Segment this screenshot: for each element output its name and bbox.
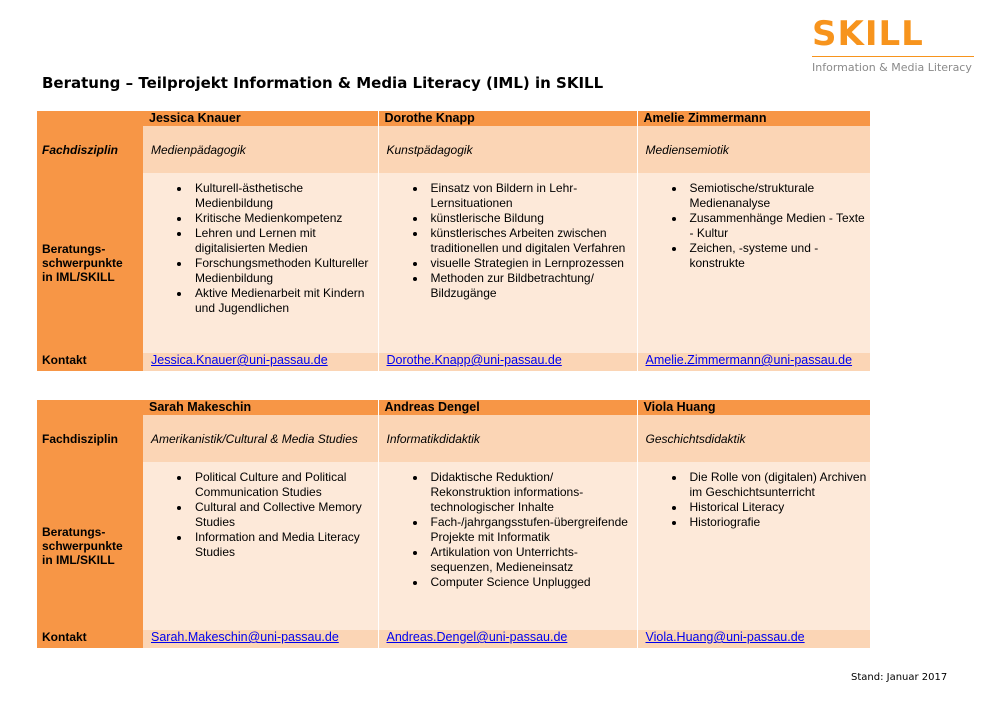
row-label-kontakt: Kontakt (37, 630, 143, 648)
page-title: Beratung – Teilprojekt Information & Media Literacy (IML) in SKILL (42, 74, 604, 92)
person-name: Amelie Zimmermann (637, 111, 870, 126)
list-item: • Historiografie (686, 515, 871, 530)
row-label-beratung (37, 462, 143, 630)
email-link[interactable]: Jessica.Knauer@uni-passau.de (151, 353, 328, 367)
discipline-cell: Informatikdidaktik (378, 415, 637, 462)
person-name: Viola Huang (637, 400, 870, 415)
table-row-discipline (37, 415, 870, 462)
list-item: • Computer Science Unplugged (427, 575, 637, 590)
row-label-fachdisziplin (37, 126, 143, 173)
skill-logo (812, 14, 974, 74)
list-item: • Didaktische Reduktion/ Rekonstruktion informations-technologischer Inhalte (427, 470, 637, 515)
person-name: Dorothe Knapp (378, 111, 637, 126)
email-link[interactable]: Amelie.Zimmermann@uni-passau.de (645, 353, 853, 367)
contact-cell (143, 630, 378, 648)
person-name: Sarah Makeschin (143, 400, 378, 415)
table-row-contact (37, 630, 870, 648)
row-label-kontakt: Kontakt (37, 353, 143, 371)
label-line: schwerpunkte (42, 256, 123, 270)
logo-subtitle: Information & Media Literacy (812, 61, 972, 74)
status-date: Stand: Januar 2017 (851, 672, 948, 683)
list-item: • Information and Media Literacy Studies (191, 530, 378, 560)
table-row-contact (37, 353, 870, 371)
advisors-table-1 (37, 111, 870, 371)
list-item: • Die Rolle von (digitalen) Archiven im Geschichtsunterricht (686, 470, 871, 500)
contact-cell (378, 353, 637, 371)
table-row-discipline (37, 126, 870, 173)
focus-cell (637, 173, 870, 353)
contact-cell (637, 353, 870, 371)
table-row-focus (37, 462, 870, 630)
contact-cell (378, 630, 637, 648)
focus-list (638, 181, 871, 271)
row-label-fachdisziplin: Fachdisziplin (37, 415, 143, 462)
email-link[interactable]: Dorothe.Knapp@uni-passau.de (386, 353, 562, 367)
focus-cell (143, 173, 378, 353)
list-item: • Methoden zur Bildbetrachtung/ Bildzugänge (427, 271, 637, 301)
person-name: Andreas Dengel (378, 400, 637, 415)
focus-cell (637, 462, 870, 630)
email-link[interactable]: Viola.Huang@uni-passau.de (645, 630, 805, 644)
logo-word: SKILL (812, 14, 924, 54)
list-item: • Kritische Medienkompetenz (191, 211, 378, 226)
label-text: Fachdisziplin (42, 142, 119, 157)
corner-cell (37, 111, 143, 126)
list-item: • Fach-/jahrgangsstufen-übergreifende Projekte mit Informatik (427, 515, 637, 545)
focus-list (379, 470, 637, 590)
discipline-cell: Amerikanistik/Cultural & Media Studies (143, 415, 378, 462)
advisors-table-2 (37, 400, 870, 648)
table-row-names (37, 111, 870, 126)
logo-divider (812, 56, 974, 57)
label-line: Beratungs- (42, 525, 106, 539)
list-item: • Forschungsmethoden Kultureller Medienbildung (191, 256, 378, 286)
list-item: • Artikulation von Unterrichts-sequenzen, Medieneinsatz (427, 545, 637, 575)
focus-cell (143, 462, 378, 630)
list-item: • künstlerische Bildung (427, 211, 637, 226)
list-item: • Kulturell-ästhetische Medienbildung (191, 181, 378, 211)
table-row-focus (37, 173, 870, 353)
list-item: • künstlerisches Arbeiten zwischen traditionellen und digitalen Verfahren (427, 226, 637, 256)
focus-cell (378, 173, 637, 353)
person-name: Jessica Knauer (143, 111, 378, 126)
list-item: • visuelle Strategien in Lernprozessen (427, 256, 637, 271)
list-item: • Zeichen, -systeme und - konstrukte (686, 241, 871, 271)
list-item: • Semiotische/strukturale Medienanalyse (686, 181, 871, 211)
focus-cell (378, 462, 637, 630)
email-link[interactable]: Andreas.Dengel@uni-passau.de (386, 630, 568, 644)
discipline-cell: Medienpädagogik (143, 126, 378, 173)
focus-list (143, 470, 378, 560)
email-link[interactable]: Sarah.Makeschin@uni-passau.de (151, 630, 339, 644)
list-item: • Zusammenhänge Medien - Texte - Kultur (686, 211, 871, 241)
list-item: • Cultural and Collective Memory Studies (191, 500, 378, 530)
label-line: in IML/SKILL (42, 270, 115, 284)
focus-list (638, 470, 871, 530)
label-line: in IML/SKILL (42, 553, 115, 567)
list-item: • Historical Literacy (686, 500, 871, 515)
row-label-beratung (37, 173, 143, 353)
discipline-cell: Geschichtsdidaktik (637, 415, 870, 462)
list-item: • Einsatz von Bildern in Lehr-Lernsituationen (427, 181, 637, 211)
discipline-cell: Mediensemiotik (637, 126, 870, 173)
focus-list (379, 181, 637, 301)
contact-cell (143, 353, 378, 371)
focus-list (143, 181, 378, 316)
list-item: • Political Culture and Political Communication Studies (191, 470, 378, 500)
table-row-names (37, 400, 870, 415)
label-line: Beratungs- (42, 242, 106, 256)
corner-cell (37, 400, 143, 415)
list-item: • Lehren und Lernen mit digitalisierten Medien (191, 226, 378, 256)
contact-cell (637, 630, 870, 648)
label-line: schwerpunkte (42, 539, 123, 553)
discipline-cell: Kunstpädagogik (378, 126, 637, 173)
list-item: • Aktive Medienarbeit mit Kindern und Jugendlichen (191, 286, 378, 316)
